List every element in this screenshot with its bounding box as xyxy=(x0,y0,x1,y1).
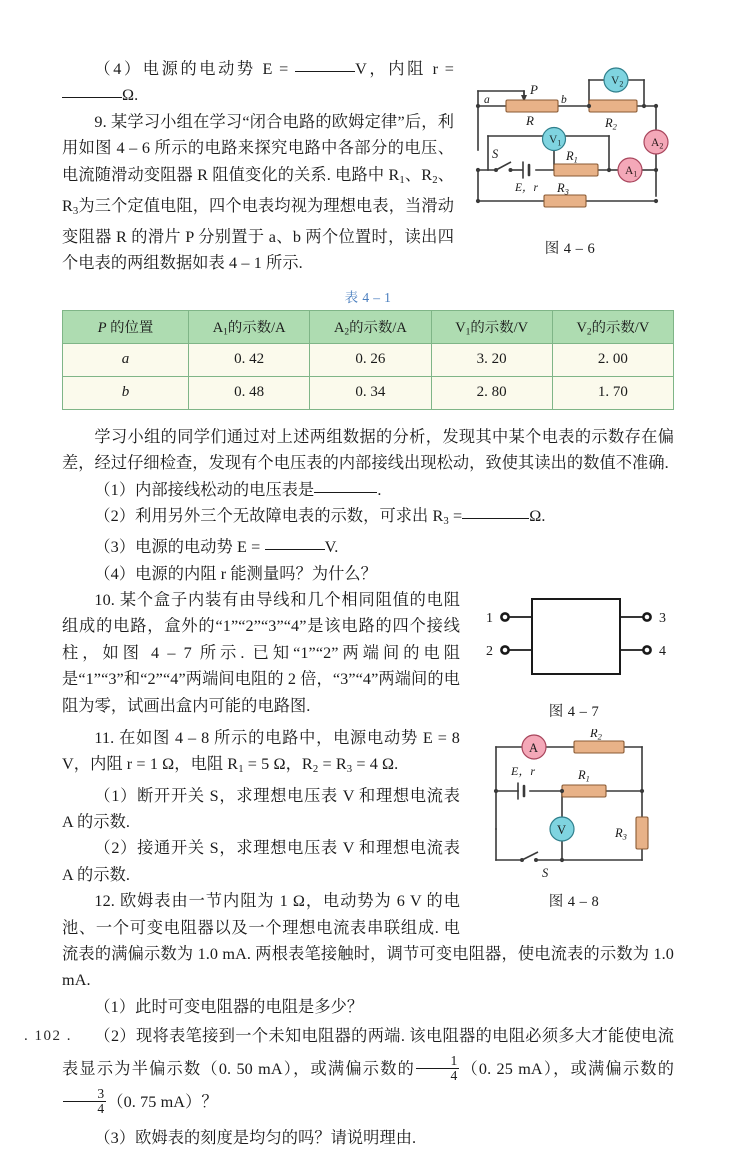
figure-4-7-svg xyxy=(474,593,674,691)
table-cell: 2. 80 xyxy=(431,376,552,409)
table-cell-position: a xyxy=(63,343,189,376)
fig46-label-R2: $R_2$ xyxy=(605,116,617,132)
fig46-label-b: b xyxy=(561,94,567,106)
question-12-item-1: （1）此时可变电阻器的电阻是多少？ xyxy=(94,997,364,1016)
resistor-R1 xyxy=(554,164,598,176)
fig46-label-Er: E，r xyxy=(515,182,538,194)
question-12-item-2: （2）现将表笔接到一个未知电阻器的两端. 该电阻器的电阻必须多大才能使电流表显示为半偏示数（0. 50 mA），或满偏示数的 $\frac{1}{4}$ （0. 25 mA），或满偏示数的 $\frac{3}{4}$ （0. 75 mA）？ xyxy=(62,1027,674,1116)
fig46-label-R3: $R_3$ xyxy=(557,181,569,197)
figure-4-8 xyxy=(474,729,674,911)
fig48-label-R3: $R_3$ xyxy=(615,825,627,842)
question-11-item-2: （2）接通开关 S，求理想电压表 V 和理想电流表 A 的示数. xyxy=(62,839,460,884)
fig46-label-R: R xyxy=(526,113,534,128)
fig46-label-S: S xyxy=(492,147,499,161)
table-4-1-caption: 表 4 – 1 xyxy=(344,289,392,305)
fig46-label-A1: $A_1$ xyxy=(625,165,638,179)
table-cell: 0. 42 xyxy=(189,343,310,376)
question-9-item-2: （2）利用另外三个无故障电表的示数，可求出 $R_3 = \Omega$. xyxy=(94,507,546,527)
answer-blank[interactable] xyxy=(314,492,377,493)
fraction-three-quarters: $\frac{3}{4}$ xyxy=(63,1087,106,1117)
table-cell: 0. 34 xyxy=(310,376,431,409)
question-8-item-4: （4）电源的电动势 E = V，内阻 r = Ω. xyxy=(62,56,674,109)
answer-blank[interactable] xyxy=(62,97,122,98)
question-9-item-4: （4）电源的内阻 r 能测量吗？为什么？ xyxy=(94,564,377,583)
fig46-label-a: a xyxy=(484,94,490,106)
table-row xyxy=(63,343,674,376)
table-cell: 3. 20 xyxy=(431,343,552,376)
table-cell: 1. 70 xyxy=(552,376,673,409)
table-header-cell: $V_1$的示数/V xyxy=(431,310,552,343)
question-9-body: 9. 某学习小组在学习“闭合电路的欧姆定律”后，利用如图 4 – 6 所示的电路来探究电路中各部分的电压、电流随滑动变阻器 R 阻值变化的关系. 电路中 $R_1$、$R_2$、$R_3$为三个定值电阻，四个电表均视为理想电表，当滑动变阻器 R 的滑片 P 分别置于 a、b 两个位置时，读出四个电表的两组数据如表 4 – 1 所示. xyxy=(62,112,455,273)
fig46-label-R1: $R_1$ xyxy=(566,149,578,165)
table-header-cell: P 的位置 xyxy=(63,310,189,343)
answer-blank[interactable] xyxy=(265,549,325,550)
resistor-R xyxy=(506,100,558,112)
question-11-body: 11. 在如图 4 – 8 所示的电路中，电源电动势 E = 8 V，内阻 r = 1 Ω，电阻 $R_1 = 5$ Ω，$R_2 = R_3 = 4$ Ω. xyxy=(62,728,460,776)
answer-blank[interactable] xyxy=(462,518,529,519)
fig46-label-V1: $V_1$ xyxy=(549,134,562,148)
resistor-R2 xyxy=(589,100,637,112)
resistor-R3 xyxy=(544,195,586,207)
fig48-label-R2: $R_2$ xyxy=(590,728,602,742)
fig47-label-4: 4 xyxy=(659,643,666,659)
table-header-cell: $A_1$的示数/A xyxy=(189,310,310,343)
question-9-analysis: 学习小组的同学们通过对上述两组数据的分析，发现其中某个电表的示数存在偏差，经过仔细检查，发现有个电压表的内部接线出现松动，致使其读出的数值不准确. xyxy=(62,427,674,473)
question-12-body: 12. 欧姆表由一节内阻为 1 Ω，电动势为 6 V 的电池、一个可变电阻器以及一个理想电流表串联组成. 电流表的满偏示数为 1.0 mA. 两根表笔接触时，调节可变电阻器，使电流表的示数为 1.0 mA. xyxy=(62,892,674,990)
figure-4-8-svg xyxy=(474,729,674,881)
resistor-R3 xyxy=(636,817,648,849)
resistor-R2 xyxy=(574,741,624,753)
question-9-item-3: （3）电源的电动势 E = V. xyxy=(94,538,339,557)
fig47-label-3: 3 xyxy=(659,610,666,626)
fig48-label-V: V xyxy=(557,822,567,837)
fig48-label-S: S xyxy=(542,865,549,880)
figure-4-8-caption: 图 4 – 8 xyxy=(548,893,600,910)
answer-blank[interactable] xyxy=(295,71,355,72)
page-number: . 102 . xyxy=(24,1028,72,1044)
table-header-cell: $A_2$的示数/A xyxy=(310,310,431,343)
question-12-item-3: （3）欧姆表的刻度是均匀的吗？请说明理由. xyxy=(94,1129,417,1148)
fig47-label-2: 2 xyxy=(486,643,493,659)
terminal-1 xyxy=(501,613,508,620)
table-cell: 0. 26 xyxy=(310,343,431,376)
terminal-4 xyxy=(643,646,650,653)
question-10-body: 10. 某个盒子内装有由导线和几个相同阻值的电阻组成的电路，盒外的“1”“2”“3”“4”是该电路的四个接线柱，如图 4 – 7 所示. 已知“1”“2”两端间的电阻是“1”“3”和“2”“4”两端间电阻的 2 倍，“3”“4”两端间的电阻为零，试画出盒内可能的电路图. xyxy=(62,590,460,715)
question-11-item-1: （1）断开开关 S，求理想电压表 V 和理想电流表 A 的示数. xyxy=(62,786,460,831)
figure-4-6-caption: 图 4 – 6 xyxy=(544,241,596,257)
fig46-label-V2: $V_2$ xyxy=(611,75,624,89)
terminal-3 xyxy=(643,613,650,620)
terminal-2 xyxy=(501,646,508,653)
fig46-label-A2: $A_2$ xyxy=(651,137,664,151)
figure-4-7-caption: 图 4 – 7 xyxy=(548,703,600,720)
table-cell: 2. 00 xyxy=(552,343,673,376)
table-header-row xyxy=(63,310,674,343)
fraction-one-quarter: $\frac{1}{4}$ xyxy=(416,1054,459,1084)
figure-4-7 xyxy=(474,593,674,721)
table-row xyxy=(63,376,674,409)
question-9-item-1: （1）内部接线松动的电压表是 . xyxy=(94,480,382,499)
fig48-label-A: A xyxy=(529,740,539,755)
fig48-label-Er: E，r xyxy=(511,763,536,778)
table-cell: 0. 48 xyxy=(189,376,310,409)
figure-4-6 xyxy=(466,58,674,258)
figure-4-6-svg xyxy=(466,58,674,228)
page-content xyxy=(62,56,674,1152)
fig47-label-1: 1 xyxy=(486,610,493,626)
table-4-1 xyxy=(62,310,674,410)
fig46-label-P: P xyxy=(530,82,538,97)
table-header-cell: $V_2$的示数/V xyxy=(552,310,673,343)
resistor-R1 xyxy=(562,785,606,797)
fig48-label-R1: $R_1$ xyxy=(578,767,590,784)
table-cell-position: b xyxy=(63,376,189,409)
